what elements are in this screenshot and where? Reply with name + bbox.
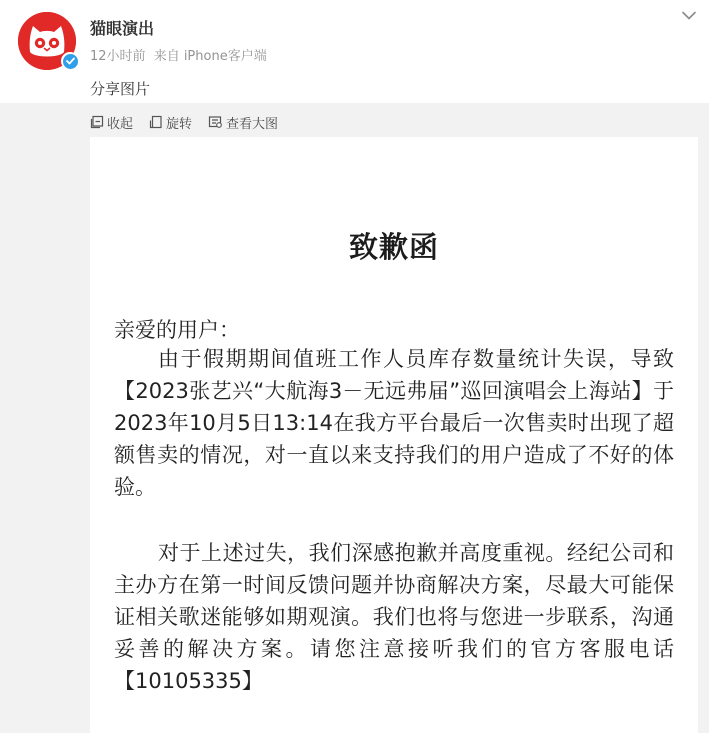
apology-letter-image[interactable] (90, 137, 698, 733)
collapse-icon (90, 115, 104, 129)
post-meta (90, 45, 271, 64)
letter-paragraph-2: 对于上述过失，我们深感抱歉并高度重视。经纪公司和主办方在第一时间反馈问题并协商解决方案，尽最大可能保证相关歌迷能够如期观演。我们也将与您进一步联系，沟通妥善的解决方案。请您注意接听我们的官方客服电话【10105335】 (114, 541, 674, 693)
view-large-button[interactable] (208, 113, 278, 132)
letter-paragraph-1: 由于假期期间值班工作人员库存数量统计失误，导致【2023张艺兴“大航海3－无远弗届”巡回演唱会上海站】于2023年10月5日13:14在我方平台最后一次售卖时出现了超额售卖的情况，对一直以来支持我们的用户造成了不好的体验。 (114, 347, 674, 499)
rotate-icon (149, 115, 163, 129)
letter-title: 致歉函 (348, 230, 439, 264)
view-large-icon (208, 115, 223, 129)
rotate-button[interactable] (149, 113, 192, 132)
more-options-button[interactable] (678, 6, 700, 24)
post-time[interactable]: 12小时前 (90, 49, 146, 64)
post-source: 来自 iPhone客户端 (153, 49, 267, 64)
rotate-label: 旋转 (166, 116, 193, 132)
collapse-button[interactable] (90, 113, 133, 132)
verified-badge-icon (61, 52, 79, 70)
view-large-label: 查看大图 (226, 116, 279, 132)
collapse-label: 收起 (107, 116, 134, 132)
chevron-down-icon (682, 11, 696, 20)
post-text: 分享图片 (90, 80, 151, 98)
letter-salutation: 亲爱的用户： (114, 318, 240, 342)
media-toolbar (90, 112, 278, 132)
username[interactable]: 猫眼演出 (90, 19, 155, 38)
